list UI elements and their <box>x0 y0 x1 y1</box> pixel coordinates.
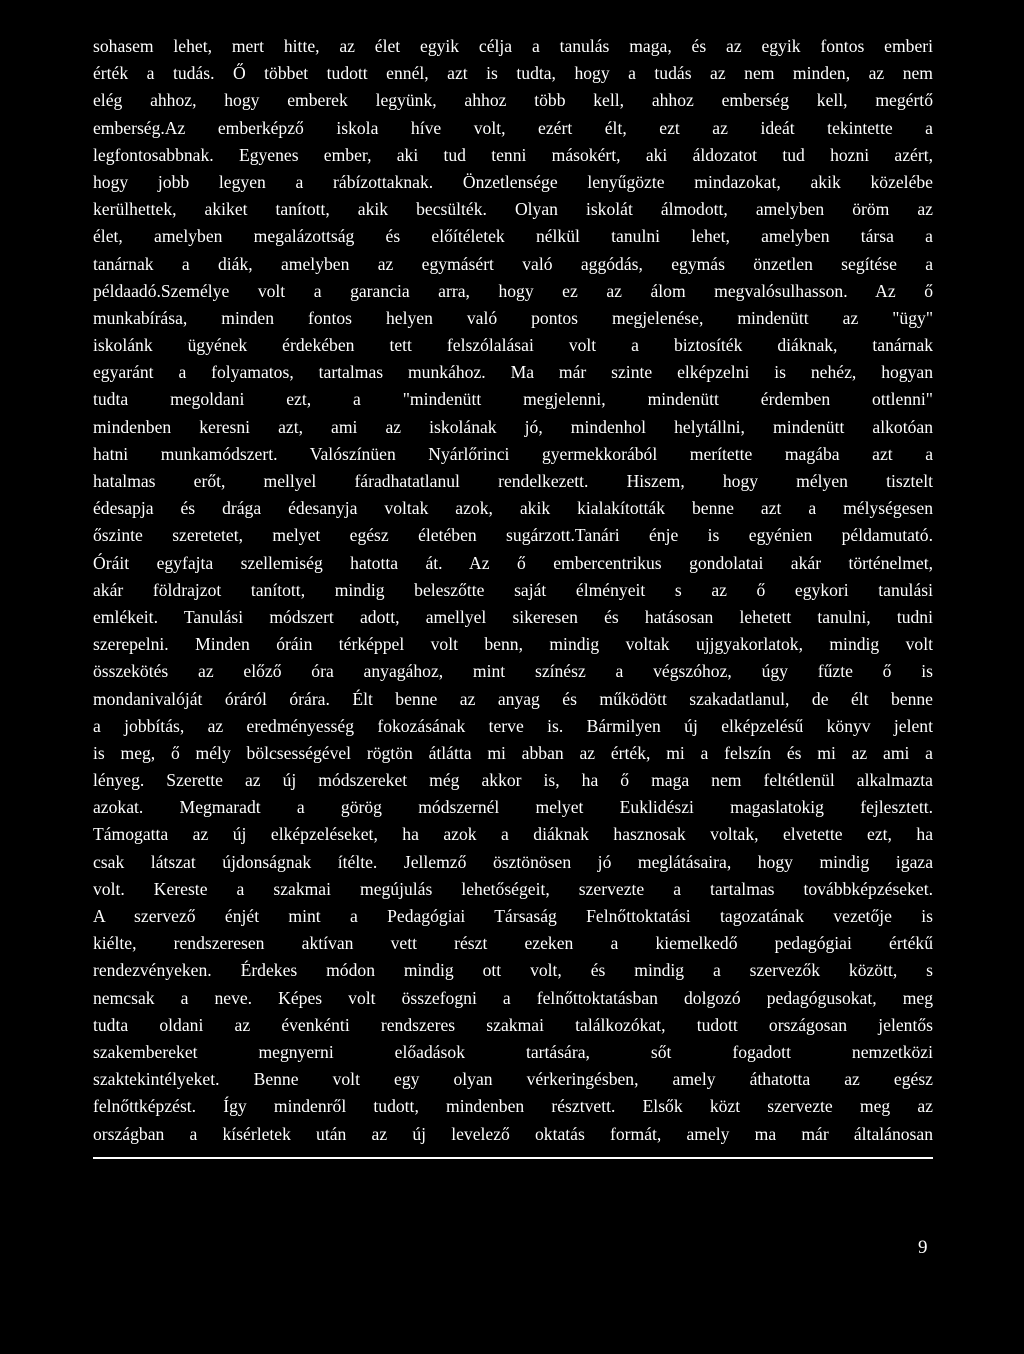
text-line: kerülhettek, akiket tanított, akik becsülték. Olyan iskolát álmodott, amelyben öröm az <box>93 199 933 220</box>
text-line: őszinte szeretetet, melyet egész életében sugárzott.Tanári énje is egyénien példamutató. <box>93 525 933 546</box>
text-line: emlékeit. Tanulási módszert adott, amellyel sikeresen és hatásosan lehetett tanulni, tudni <box>93 606 933 627</box>
text-line: tudta oldani az évenkénti rendszeres szakmai találkozókat, tudott országosan jelentős <box>93 1014 933 1035</box>
text-line: Óráit egyfajta szellemiség hatotta át. Az ő embercentrikus gondolatai akár történelmet, <box>93 552 933 573</box>
page-number: 9 <box>918 1237 928 1258</box>
text-line: munkabírása, minden fontos helyen való pontos megjelenése, mindenütt az "ügy" <box>93 307 933 328</box>
text-line: tanárnak a diák, amelyben az egymásért való aggódás, egymás önzetlen segítése a <box>93 253 933 274</box>
text-line: élet, amelyben megalázottság és előítéletek nélkül tanulni lehet, amelyben társa a <box>93 226 933 247</box>
text-line: összekötés az előző óra anyagához, mint színész a végszóhoz, úgy fűzte ő is <box>93 661 933 682</box>
text-line: sohasem lehet, mert hitte, az élet egyik célja a tanulás maga, és az egyik fontos emberi <box>93 36 933 56</box>
text-line: egyaránt a folyamatos, tartalmas munkához. Ma már szinte elképzelni is nehéz, hogyan <box>93 362 933 383</box>
text-line: volt. Kereste a szakmai megújulás lehetőségeit, szervezte a tartalmas továbbképzéseket. <box>93 878 933 899</box>
text-line: kiélte, rendszeresen aktívan vett részt ezeken a kiemelkedő pedagógiai értékű <box>93 933 933 954</box>
text-line: tudta megoldani ezt, a "mindenütt megjelenni, mindenütt érdemben ottlenni" <box>93 389 933 410</box>
text-line: édesapja és drága édesanyja voltak azok, akik kialakították benne azt a mélységesen <box>93 498 933 519</box>
text-line: országban a kísérletek után az új levelező oktatás formát, amely ma már általánosan <box>93 1123 933 1144</box>
text-line: azokat. Megmaradt a görög módszernél melyet Euklidészi magaslatokig fejlesztett. <box>93 797 933 818</box>
text-line: elég ahhoz, hogy emberek legyünk, ahhoz több kell, ahhoz emberség kell, megértő <box>93 90 933 111</box>
text-line: is meg, ő mély bölcsességével rögtön átlátta mi abban az érték, mi a felszín és mi az ami a <box>93 742 933 763</box>
text-line: nemcsak a neve. Képes volt összefogni a felnőttoktatásban dolgozó pedagógusokat, meg <box>93 987 933 1008</box>
text-line: szaktekintélyeket. Benne volt egy olyan vérkeringésben, amely áthatotta az egész <box>93 1069 933 1090</box>
text-line: hogy jobb legyen a rábízottaknak. Önzetlensége lenyűgözte mindazokat, akik közelébe <box>93 171 933 192</box>
text-line: iskolánk ügyének érdekében tett felszólalásai volt a biztosíték diáknak, tanárnak <box>93 335 933 356</box>
body-text <box>93 33 933 1148</box>
text-line: felnőttképzést. Így mindenről tudott, mindenben résztvett. Elsők közt szervezte meg az <box>93 1096 933 1117</box>
footer-rule <box>93 1157 933 1159</box>
text-line: szerepelni. Minden óráin térképpel volt benn, mindig voltak ujjgyakorlatok, mindig volt <box>93 634 933 655</box>
text-line: hatni munkamódszert. Valószínüen Nyárlőrinci gyermekkorából merítette magába azt a <box>93 443 933 464</box>
text-line: hatalmas erőt, mellyel fáradhatatlanul rendelkezett. Hiszem, hogy mélyen tisztelt <box>93 471 933 491</box>
text-line: példaadó.Személye volt a garancia arra, hogy ez az álom megvalósulhasson. Az ő <box>93 280 933 301</box>
text-line: akár földrajzot tanított, mindig beleszőtte saját élményeit s az ő egykori tanulási <box>93 579 933 600</box>
text-line: mindenben keresni azt, ami az iskolának jó, mindenhol helytállni, mindenütt alkotóan <box>93 416 933 437</box>
text-line: rendezvényeken. Érdekes módon mindig ott volt, és mindig a szervezők között, s <box>93 960 933 981</box>
text-line: A szervező énjét mint a Pedagógiai Társaság Felnőttoktatási tagozatának vezetője is <box>93 906 933 926</box>
text-line: érték a tudás. Ő többet tudott ennél, azt is tudta, hogy a tudás az nem minden, az nem <box>93 63 933 84</box>
text-line: mondanivalóját óráról órára. Élt benne az anyag és működött szakadatlanul, de élt benne <box>93 688 933 709</box>
text-line: szakembereket megnyerni előadások tartására, sőt fogadott nemzetközi <box>93 1041 933 1062</box>
text-line: a jobbítás, az eredményesség fokozásának terve is. Bármilyen új elképzelésű könyv jelent <box>93 715 933 736</box>
text-line: emberség.Az emberképző iskola híve volt, ezért élt, ezt az ideát tekintette a <box>93 117 933 138</box>
text-line: csak látszat újdonságnak ítélte. Jellemző ösztönösen jó meglátásaira, hogy mindig igaza <box>93 851 933 872</box>
text-line: legfontosabbnak. Egyenes ember, aki tud tenni másokért, aki áldozatot tud hozni azért, <box>93 144 933 165</box>
text-line: lényeg. Szerette az új módszereket még akkor is, ha ő maga nem feltétlenül alkalmazta <box>93 770 933 791</box>
text-line: Támogatta az új elképzeléseket, ha azok a diáknak hasznosak voltak, elvetette ezt, ha <box>93 824 933 845</box>
